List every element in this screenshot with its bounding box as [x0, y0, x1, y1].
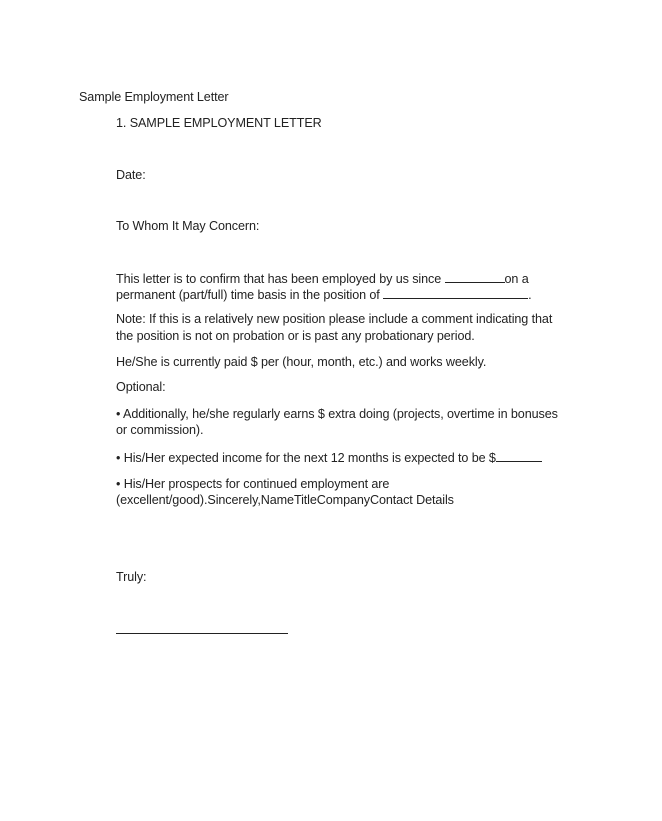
para1-line2 — [116, 286, 532, 303]
bullet2-line — [116, 449, 542, 466]
bullet3-line2: (excellent/good).Sincerely,NameTitleCompanyContact Details — [116, 493, 454, 507]
letter-heading: 1. SAMPLE EMPLOYMENT LETTER — [116, 116, 322, 130]
para1-line1 — [116, 270, 529, 287]
bullet2-text: • His/Her expected income for the next 12 months is expected to be $ — [116, 451, 496, 465]
document-header-title: Sample Employment Letter — [79, 90, 229, 104]
signature-line — [116, 633, 288, 634]
salutation: To Whom It May Concern: — [116, 219, 260, 233]
income-blank — [496, 449, 542, 462]
bullet1-line2: or commission). — [116, 423, 204, 437]
para1-line2-text: permanent (part/full) time basis in the position of — [116, 288, 384, 302]
closing-truly: Truly: — [116, 570, 147, 584]
note-line1: Note: If this is a relatively new position please include a comment indicating that — [116, 312, 553, 326]
optional-label: Optional: — [116, 380, 166, 394]
bullet3-line1: • His/Her prospects for continued employment are — [116, 477, 390, 491]
date-label: Date: — [116, 168, 146, 182]
start-date-blank — [445, 270, 505, 283]
para1-line2-end: . — [528, 288, 532, 302]
para1-line1-end: on a — [504, 272, 529, 286]
note-line2: the position is not on probation or is past any probationary period. — [116, 329, 475, 343]
position-blank — [383, 286, 528, 299]
bullet1-line1: • Additionally, he/she regularly earns $ extra doing (projects, overtime in bonuses — [116, 407, 558, 421]
para1-line1-text: This letter is to confirm that has been employed by us since — [116, 272, 445, 286]
pay-line: He/She is currently paid $ per (hour, month, etc.) and works weekly. — [116, 355, 487, 369]
